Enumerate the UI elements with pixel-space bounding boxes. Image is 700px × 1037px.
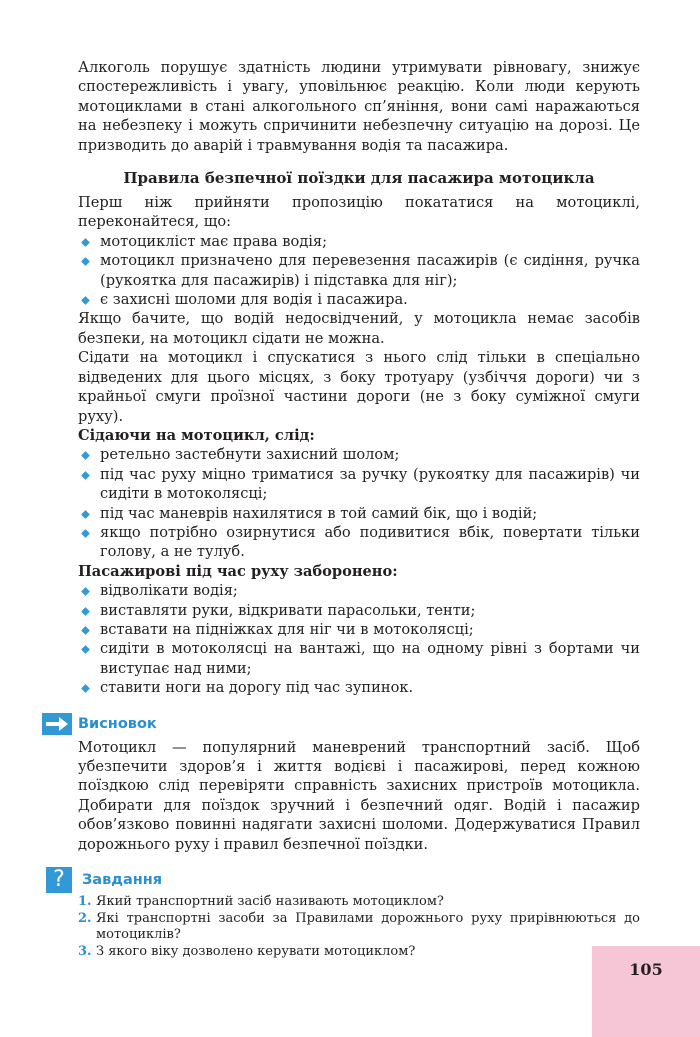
task-number: 1. <box>78 894 92 910</box>
list-item: якщо потрібно озирнутися або подивитися вбік, повертати тільки голову, а не тулуб. <box>78 523 640 562</box>
task-number: 3. <box>78 943 92 959</box>
diamond-bullet-icon <box>80 256 91 267</box>
conclusion-heading <box>42 712 640 736</box>
task-text: Які транспортні засоби за Правилами дорожнього руху прирівнюються до мотоциклів? <box>96 910 640 943</box>
list-item: сидіти в мотоколясці на вантажі, що на одному рівні з бортами чи виступає над ними; <box>78 639 640 678</box>
list-item: вставати на підніжках для ніг чи в мотоколясці; <box>78 620 640 639</box>
section-title: Правила безпечної поїздки для пасажира мотоцикла <box>123 169 595 188</box>
question-icon: ? <box>46 867 72 893</box>
list-item: виставляти руки, відкривати парасольки, тенти; <box>78 601 640 620</box>
intro-paragraph: Алкоголь порушує здатність людини утримувати рівновагу, знижує спостережливість і увагу, уповільнює реакцію. Коли люди керують мотоциклами в стані алкогольного сп’яніння, вони самі наражаються на небезпеку і можуть спричинити небезпечну ситуацію на дорозі. Це призводить до аварій і травмування водія та пасажира. <box>78 59 640 154</box>
diamond-bullet-icon <box>80 586 91 597</box>
tasks-heading <box>42 868 640 892</box>
diamond-bullet-icon <box>80 644 91 655</box>
diamond-bullet-icon <box>80 528 91 539</box>
page-number-box <box>592 946 700 1037</box>
list-item: мотоцикліст має права водія; <box>78 232 640 251</box>
arrow-right-icon <box>42 713 72 735</box>
diamond-bullet-icon <box>80 295 91 306</box>
list-item: є захисні шоломи для водія і пасажира. <box>78 290 640 309</box>
tasks-list <box>78 894 640 960</box>
page-content <box>53 58 640 960</box>
diamond-bullet-icon <box>80 625 91 636</box>
diamond-bullet-icon <box>80 470 91 481</box>
task-text: Який транспортний засіб називають мотоциклом? <box>96 894 444 910</box>
diamond-bullet-icon <box>80 683 91 694</box>
diamond-bullet-icon <box>80 509 91 520</box>
forbidden-list <box>78 581 640 697</box>
before-ride-list <box>78 232 640 310</box>
sitting-list <box>78 445 640 561</box>
task-number: 2. <box>78 910 92 926</box>
para-mount: Сідати на мотоцикл і спускатися з нього слід тільки в спеціально відведених для цього місцях, з боку тротуару (узбіччя дороги) чи з крайньої смуги проїзної частини дороги (не з боку суміжної смуги руху). <box>78 349 640 425</box>
conclusion-title: Висновок <box>78 715 157 732</box>
sitting-lead: Сідаючи на мотоцикл, слід: <box>78 426 315 444</box>
diamond-bullet-icon <box>80 450 91 461</box>
list-item: під час руху міцно триматися за ручку (рукоятку для пасажирів) чи сидіти в мотоколясці; <box>78 465 640 504</box>
tasks-title: Завдання <box>82 872 163 889</box>
list-item: ретельно застебнути захисний шолом; <box>78 445 640 464</box>
conclusion-text: Мотоцикл — популярний маневрений транспортний засіб. Щоб убезпечити здоров’я і життя водієві і пасажирові, перед кожною поїздкою слід перевіряти справність захисних пристроїв мотоцикла. Добирати для поїздок зручний і безпечний одяг. Водій і пасажир обов’язково повинні надягати захисні шоломи. Додержуватися Правил дорожнього руху і правил безпечної поїздки. <box>78 738 640 853</box>
before-ride-intro: Перш ніж прийняти пропозицію покататися на мотоциклі, переконайтеся, що: <box>78 194 640 231</box>
diamond-bullet-icon <box>80 606 91 617</box>
forbidden-lead: Пасажирові під час руху заборонено: <box>78 562 398 580</box>
list-item: відволікати водія; <box>78 581 640 600</box>
para-unsafe: Якщо бачите, що водій недосвідчений, у мотоцикла немає засобів безпеки, на мотоцикл сідати не можна. <box>78 310 640 347</box>
list-item <box>78 894 640 911</box>
task-text: З якого віку дозволено керувати мотоциклом? <box>96 943 416 959</box>
list-item <box>78 911 640 944</box>
list-item: під час маневрів нахилятися в той самий бік, що і водій; <box>78 504 640 523</box>
list-item: мотоцикл призначено для перевезення пасажирів (є сидіння, ручка (рукоятка для пасажирів) і підставка для ніг); <box>78 251 640 290</box>
diamond-bullet-icon <box>80 237 91 248</box>
list-item <box>78 944 640 961</box>
page-number: 105 <box>629 960 663 979</box>
list-item: ставити ноги на дорогу під час зупинок. <box>78 678 640 697</box>
